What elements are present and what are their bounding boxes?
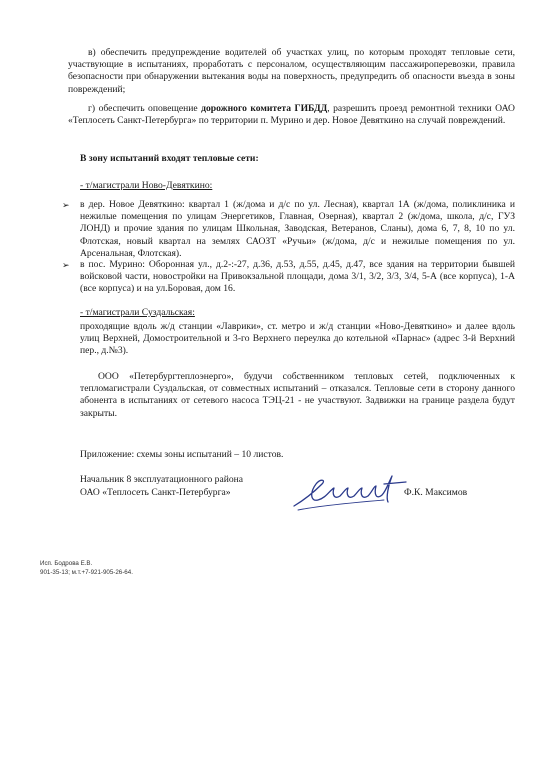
suzdal-description: проходящие вдоль ж/д станции «Лаврики», ст. метро и ж/д станции «Ново-Девяткино» и далее вдоль улиц Верхней, Домостроительной и 3-го Верхнего переулка до котельной «Парнас» (адрес 3-й Верхний пер., д.№3).	[80, 321, 515, 357]
paragraph-g-bold: дорожного комитета ГИБДД	[201, 103, 328, 114]
bullet-item-novoe-devyatkino: в дер. Новое Девяткино: квартал 1 (ж/дома и д/с по ул. Лесная), квартал 1А (ж/дома, поликлиника и нежилые помещения по улицам Энергетиков, Главная, Озерная), квартал 2 (ж/дома, школа, д/с, ГУЗ ЛОНД) и прочие здания по улицам Школьная, Заводская, Ветеранов, Сланы), дома 6, 7, 8, 10 по ул. Флотская, новый квартал на землях САОЗТ «Ручьи» (ж/дома, д/с и нежилые помещения по ул. Арсенальная, Флотская).	[80, 199, 515, 259]
magistral-suzdalskaya: - т/магистрали Суздальская:	[80, 307, 195, 318]
signature-title-line2: ОАО «Теплосеть Санкт-Петербурга»	[80, 487, 231, 498]
ooo-paragraph: ООО «Петербургтеплоэнерго», будучи собственником тепловых сетей, подключенных к тепломагистрали Суздальская, от совместных испытаний – отказался. Тепловые сети в сторону данного абонента в испытаниях от сетевого насоса ТЭЦ-21 - не участвуют. Задвижки на границе раздела будут закрыты.	[80, 371, 515, 419]
bullet-arrow-icon: ➢	[62, 200, 70, 210]
footer-phones: 901-35-13; м.т.+7-921-905-26-64.	[40, 569, 133, 576]
signature-name: Ф.К. Максимов	[404, 487, 468, 498]
paragraph-g	[68, 103, 515, 127]
appendix-line: Приложение: схемы зоны испытаний – 10 листов.	[80, 449, 284, 460]
signature-title-line1: Начальник 8 эксплуатационного района	[80, 474, 244, 485]
handwritten-signature	[288, 470, 420, 514]
magistral-novo-devyatkino: - т/магистрали Ново-Девяткино:	[80, 180, 213, 191]
paragraph-v: в) обеспечить предупреждение водителей об участках улиц, по которым проходят тепловые сети, участвующие в испытаниях, проработать с персоналом, осуществляющим пассажироперевозки, правила безопасности при обнаружении вытекания воды на поверхность, предупредить об опасности въезда в зоны повреждений;	[68, 47, 515, 95]
zone-heading: В зону испытаний входят тепловые сети:	[80, 153, 259, 164]
footer-executor: Исп. Бодрова Е.В.	[40, 560, 93, 567]
paragraph-g-text-1: г) обеспечить оповещение	[88, 103, 202, 114]
bullet-arrow-icon: ➢	[62, 260, 70, 270]
paragraph-g-text-2: , разрешить проезд ремонтной техники ОАО «Теплосеть Санкт-Петербурга» по территории п. Мурино и дер. Новое Девяткино на случай повреждений.	[68, 103, 515, 127]
bullet-item-murino: в пос. Мурино: Оборонная ул., д.2-:-27, д.36, д.53, д.55, д.45, д.47, все здания на территории бывшей войсковой части, новостройки на Привокзальной площади, дома 3/1, 3/2, 3/3, 3/4, 5-А (все корпуса), 1-А (все корпуса) и на ул.Боровая, дом 16.	[80, 259, 515, 295]
